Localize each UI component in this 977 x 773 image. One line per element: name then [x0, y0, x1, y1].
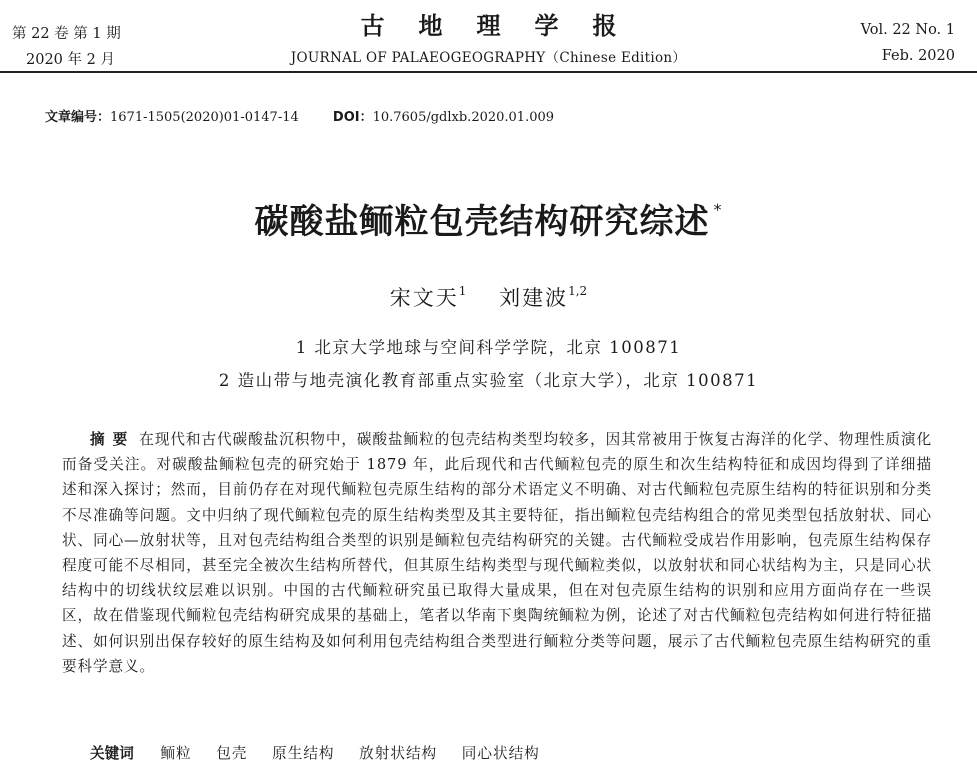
funding-note-marker[interactable]: *	[713, 200, 723, 219]
author-affiliation-mark: 1	[458, 284, 467, 298]
article-title-text: 碳酸盐鲕粒包壳结构研究综述	[254, 202, 710, 242]
keyword: 同心状结构	[461, 745, 540, 762]
author-name: 刘建波	[499, 286, 569, 310]
author-affiliation-mark: 1,2	[568, 284, 588, 298]
abstract-label: 摘要	[90, 431, 136, 448]
keywords	[90, 742, 560, 763]
article-number-label: 文章编号：	[45, 110, 111, 125]
keyword: 鲕粒	[160, 745, 192, 762]
affiliation-1: 1 北京大学地球与空间科学学院，北京 100871	[295, 338, 682, 357]
journal-subtitle: JOURNAL OF PALAEOGEOGRAPHY（Chinese Edition）	[290, 50, 687, 66]
article-meta	[45, 106, 554, 125]
publication-date-en: Feb. 2020	[881, 48, 955, 64]
article-number: 1671-1505(2020)01-0147-14	[110, 110, 299, 125]
author-list	[0, 282, 977, 312]
keyword: 放射状结构	[359, 745, 438, 762]
abstract	[62, 427, 932, 679]
keywords-label: 关键词	[90, 745, 134, 762]
affiliation-2: 2 造山带与地壳演化教育部重点实验室（北京大学），北京 100871	[218, 371, 759, 390]
header-rule	[0, 71, 977, 73]
publication-date: 2020 年 2 月	[26, 52, 115, 68]
doi-value[interactable]: 10.7605/gdlxb.2020.01.009	[372, 110, 555, 125]
abstract-text: 在现代和古代碳酸盐沉积物中，碳酸盐鲕粒的包壳结构类型均较多，因其常被用于恢复古海洋的化学、物理性质演化而备受关注。对碳酸盐鲕粒包壳的研究始于 1879 年，此后现代和古代鲕粒包壳的原生和次生结构特征和成因均得到了详细描述和深入探讨；然而，目前仍存在对现代鲕粒包壳原生结构的部分术语定义不明确、对古代鲕粒包壳原生结构的特征识别和分类不尽准确等问题。文中归纳了现代鲕粒包壳的原生结构类型及其主要特征，指出鲕粒包壳结构组合的常见类型包括放射状、同心状、同心—放射状等，且对包壳结构组合类型的识别是鲕粒包壳结构研究的关键。古代鲕粒受成岩作用影响，包壳原生结构保存程度可能不尽相同，甚至完全被次生结构所替代，但其原生结构类型与现代鲕粒类似，以放射状和同心状结构为主，只是同心状结构中的切线状纹层难以识别。中国的古代鲕粒研究虽已取得大量成果，但在对包壳原生结构的识别和应用方面尚存在一些误区，故在借鉴现代鲕粒包壳结构研究成果的基础上，笔者以华南下奥陶统鲕粒为例，论述了对古代鲕粒包壳结构如何进行特征描述、如何识别出保存较好的原生结构及如何利用包壳结构组合类型进行鲕粒分类等问题，展示了古代鲕粒包壳原生结构研究的重要科学意义。	[62, 431, 932, 675]
keyword: 原生结构	[272, 745, 335, 762]
author-name: 宋文天	[389, 286, 459, 310]
volume-issue-en: Vol. 22 No. 1	[860, 22, 955, 38]
article-title	[0, 194, 977, 243]
volume-issue: 第 22 卷 第 1 期	[12, 26, 121, 42]
keyword: 包壳	[216, 745, 248, 762]
journal-header	[0, 0, 977, 72]
journal-title: 古地理学报	[360, 11, 651, 40]
doi-label: DOI：	[332, 110, 373, 125]
